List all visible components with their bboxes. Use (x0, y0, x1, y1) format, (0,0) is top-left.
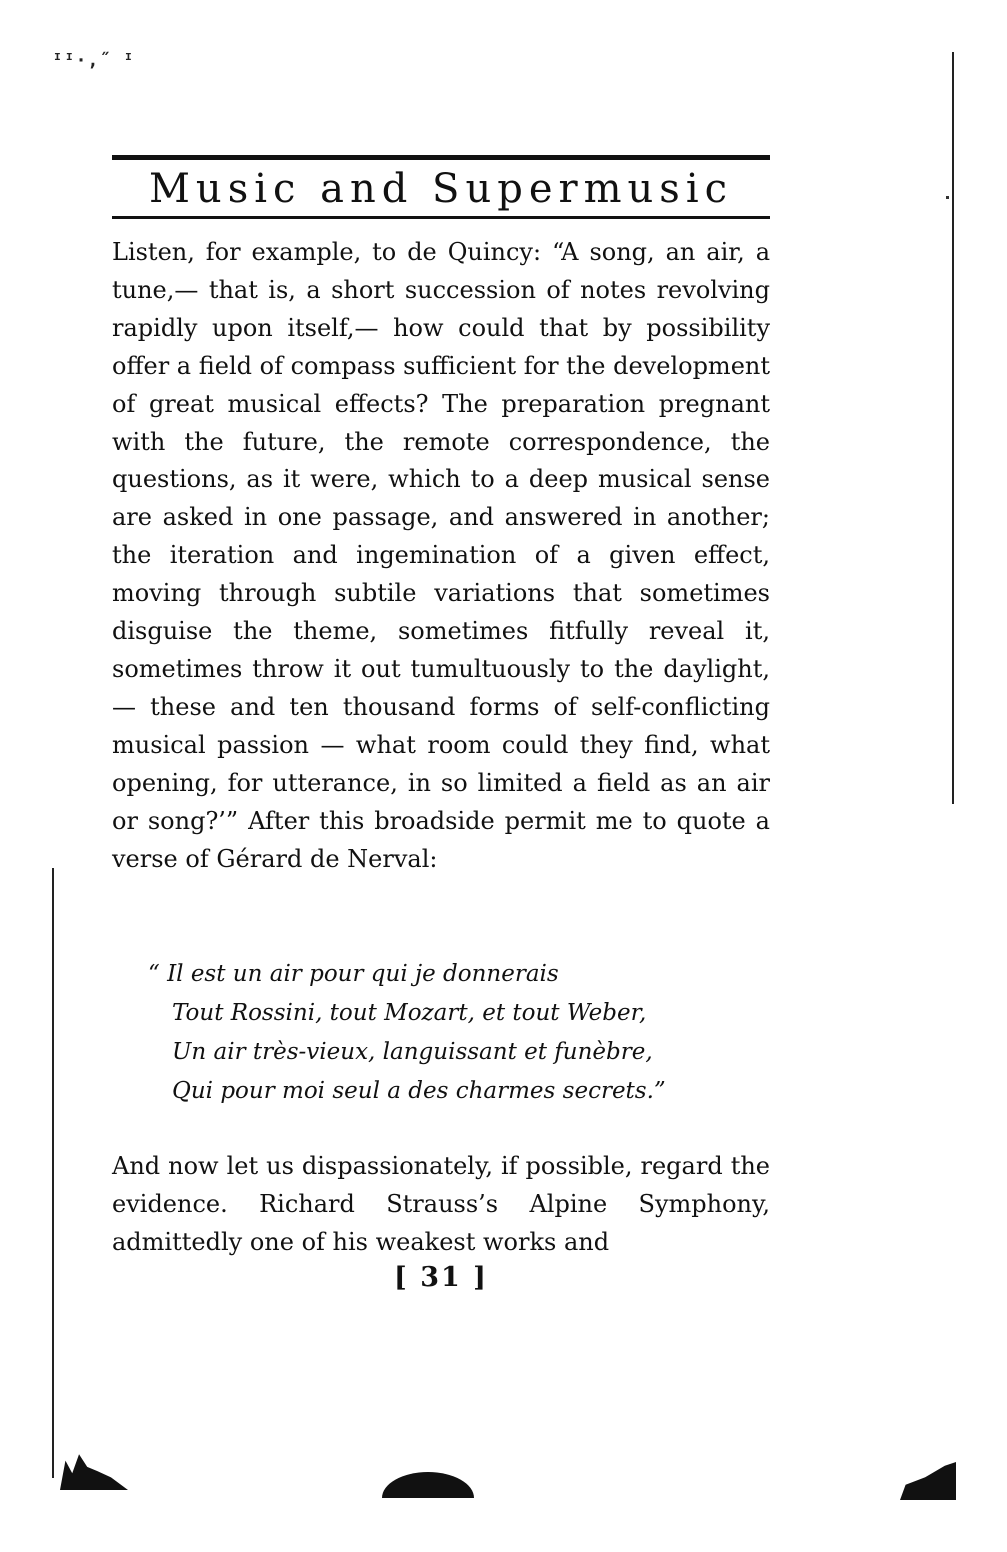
scan-corner-mark: ᴵᴵ·,˝ ᴵ (52, 50, 135, 71)
verse-block (148, 955, 768, 1111)
header-rule-top (112, 155, 770, 160)
scan-artifact-center (382, 1472, 474, 1498)
scan-artifact-right (900, 1462, 956, 1500)
scan-speck (946, 196, 949, 199)
header-rule-bottom (112, 216, 770, 219)
scan-edge-line-left (52, 868, 54, 1478)
verse-line-4: Qui pour moi seul a des charmes secrets.” (172, 1078, 666, 1104)
running-head: Music and Supermusic (148, 166, 734, 212)
verse-line-3: Un air très-vieux, languissant et funèbre, (172, 1039, 653, 1065)
body-paragraph-1: Listen, for example, to de Quincy: “A song, an air, a tune,— that is, a short succession of notes revolving rapidly upon itself,— how could that by possibility offer a field of compass sufficient for the development of great musical effects? The preparation pregnant with the future, the remote correspondence, the questions, as it were, which to a deep musical sense are asked in one passage, and answered in another; the iteration and ingemination of a given effect, moving through subtile variations that sometimes disguise the theme, sometimes fitfully reveal it, sometimes throw it out tumultuously to the daylight,— these and ten thousand forms of self-conflicting musical passion — what room could they find, what opening, for utterance, in so limited a field as an air or song?’” After this broadside permit me to quote a verse of Gérard de Nerval: (112, 238, 770, 873)
verse-line-2: Tout Rossini, tout Mozart, et tout Weber, (172, 1000, 647, 1026)
verse-line-1: “ Il est un air pour qui je donnerais (148, 961, 559, 987)
scan-artifact-left (60, 1448, 128, 1490)
body-paragraph-2: And now let us dispassionately, if possible, regard the evidence. Richard Strauss’s Alpine Symphony, admittedly one of his weakest works and (112, 1152, 770, 1256)
scan-edge-line-right (952, 52, 954, 804)
page-number: [ 31 ] (394, 1262, 488, 1293)
